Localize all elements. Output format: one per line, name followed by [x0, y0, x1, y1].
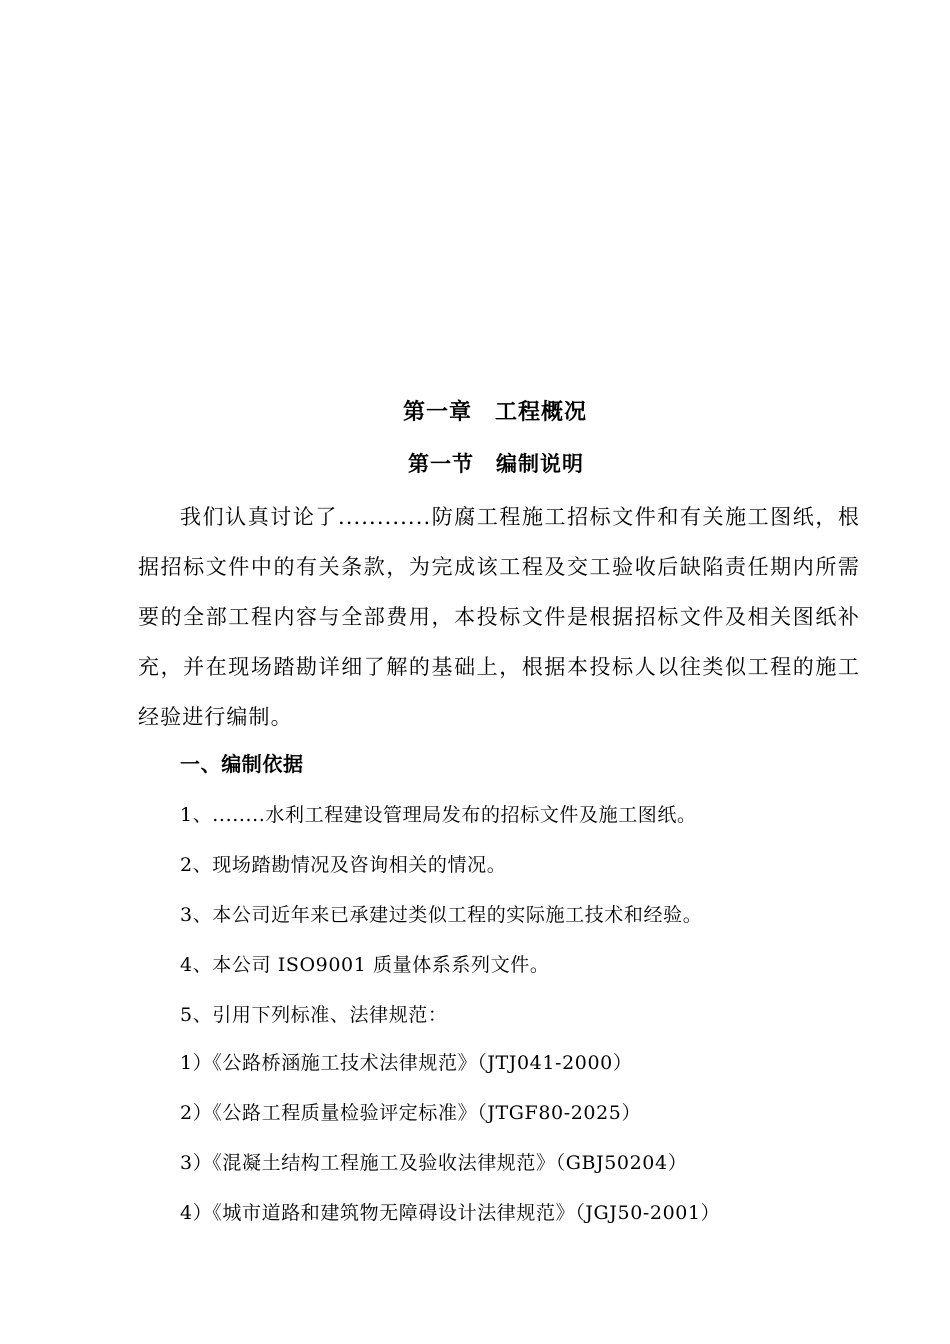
section-title: 第一节 编制说明	[408, 452, 584, 476]
chapter-title: 第一章 工程概况	[402, 400, 587, 425]
standard-item-4: 4）《城市道路和建筑物无障碍设计法律规范》（JGJ50-2001）	[180, 1202, 721, 1224]
basis-item-3: 3、本公司近年来已承建过类似工程的实际施工技术和经验。	[180, 904, 703, 926]
basis-heading: 一、编制依据	[180, 752, 304, 776]
standard-item-1: 1）《公路桥涵施工技术法律规范》（JTJ041-2000）	[180, 1052, 633, 1074]
standard-item-3: 3）《混凝土结构工程施工及验收法律规范》（GBJ50204）	[180, 1152, 688, 1174]
standard-item-2: 2）《公路工程质量检验评定标准》（JTGF80-2025）	[180, 1102, 642, 1124]
intro-paragraph: 我们认真讨论了............防腐工程施工招标文件和有关施工图纸，根据招标文件中的有关条款，为完成该工程及交工验收后缺陷责任期内所需要的全部工程内容与全部费用，本投标文件是根据招标文件及相关图纸补充，并在现场踏勘详细了解的基础上，根据本投标人以往类似工程的施工经验进行编制。	[138, 505, 860, 729]
basis-item-1: 1、........水利工程建设管理局发布的招标文件及施工图纸。	[180, 804, 697, 826]
basis-item-2: 2、现场踏勘情况及咨询相关的情况。	[180, 854, 507, 876]
basis-item-5: 5、引用下列标准、法律规范：	[180, 1004, 448, 1026]
basis-item-4: 4、本公司 ISO9001 质量体系系列文件。	[180, 954, 550, 976]
